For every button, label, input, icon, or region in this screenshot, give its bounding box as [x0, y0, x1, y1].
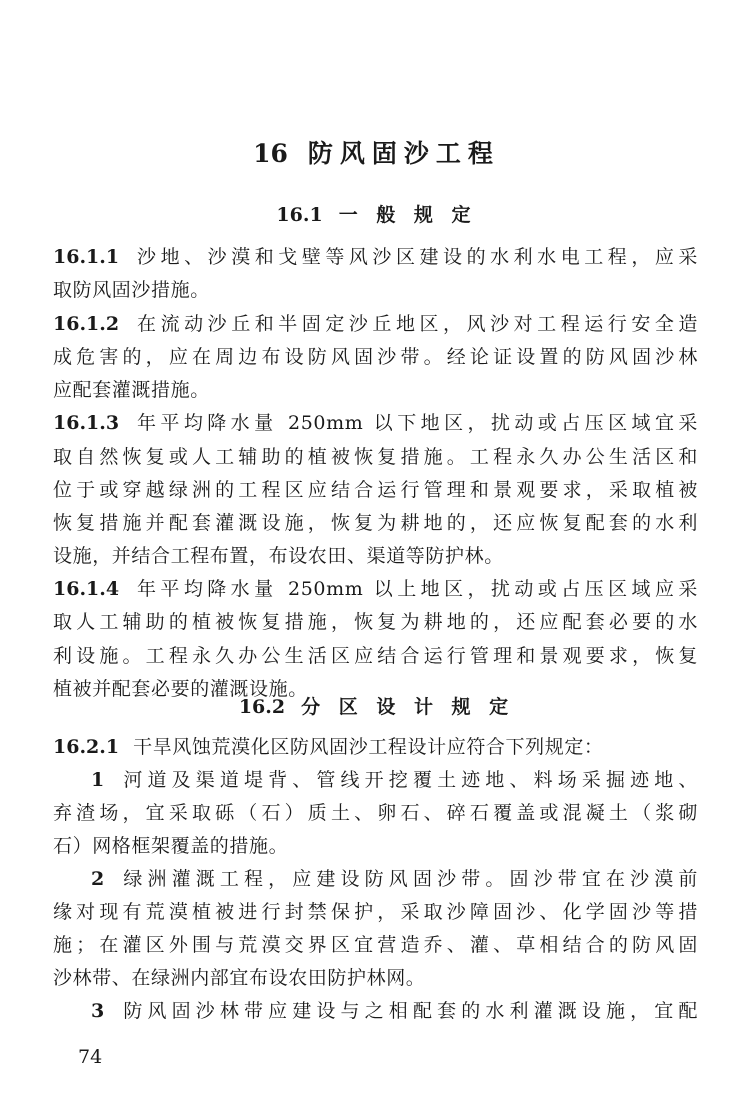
item-2-line-2: 缘对现有荒漠植被进行封禁保护，采取沙障固沙、化学固沙等措 [53, 901, 698, 923]
clause-16-1-2-line-3: 应配套灌溉措施。 [53, 379, 210, 401]
section-title-16-2 [0, 692, 753, 719]
clause-16-1-3-line-4: 恢复措施并配套灌溉设施，恢复为耕地的，还应恢复配套的水利 [53, 512, 698, 534]
item-text: 河道及渠道堤背、管线开挖覆土迹地、料场采掘迹地、 [118, 769, 698, 791]
clause-text: 干旱风蚀荒漠化区防风固沙工程设计应符合下列规定： [133, 736, 604, 758]
item-number: 3 [91, 1000, 105, 1022]
clause-text: 年平均降水量 250mm 以下地区，扰动或占压区域宜采 [133, 412, 698, 434]
clause-16-1-2-line-2: 成危害的，应在周边布设防风固沙带。经论证设置的防风固沙林 [53, 346, 698, 368]
chapter-number: 16 [253, 139, 288, 168]
clause-16-1-1-line-1 [53, 245, 698, 269]
clause-16-1-3-line-3: 位于或穿越绿洲的工程区应结合运行管理和景观要求，采取植被 [53, 479, 698, 501]
clause-16-1-4-line-1 [53, 577, 698, 601]
item-2-line-3: 施；在灌区外围与荒漠交界区宜营造乔、灌、草相结合的防风固 [53, 934, 698, 956]
clause-16-1-4-line-4: 植被并配套必要的灌溉设施。 [53, 678, 308, 700]
clause-number: 16.1.3 [53, 412, 120, 434]
section-title-text: 一 般 规 定 [338, 204, 477, 226]
item-3-line-1 [53, 999, 698, 1023]
item-text: 防风固沙林带应建设与之相配套的水利灌溉设施，宜配 [118, 1000, 698, 1022]
chapter-title-text: 防风固沙工程 [307, 139, 500, 168]
item-1-line-3: 石）网格框架覆盖的措施。 [53, 835, 289, 857]
section-title-16-1 [0, 200, 753, 227]
item-1-line-1 [53, 768, 698, 792]
section-number: 16.1 [276, 204, 323, 226]
page-number: 74 [78, 1046, 103, 1068]
item-number: 1 [91, 769, 105, 791]
clause-16-1-3-line-1 [53, 411, 698, 435]
clause-16-1-3-line-5: 设施，并结合工程布置，布设农田、渠道等防护林。 [53, 545, 504, 567]
clause-number: 16.1.4 [53, 578, 120, 600]
clause-16-2-1-line-1 [53, 735, 698, 759]
clause-16-1-4-line-2: 取人工辅助的植被恢复措施，恢复为耕地的，还应配套必要的水 [53, 611, 698, 633]
clause-16-1-1-line-2: 取防风固沙措施。 [53, 279, 210, 301]
clause-16-1-3-line-2: 取自然恢复或人工辅助的植被恢复措施。工程永久办公生活区和 [53, 446, 698, 468]
clause-number: 16.2.1 [53, 736, 120, 758]
clause-text: 年平均降水量 250mm 以上地区，扰动或占压区域应采 [133, 578, 698, 600]
item-2-line-4: 沙林带、在绿洲内部宜布设农田防护林网。 [53, 967, 426, 989]
clause-text: 沙地、沙漠和戈壁等风沙区建设的水利水电工程，应采 [133, 246, 698, 268]
clause-text: 在流动沙丘和半固定沙丘地区，风沙对工程运行安全造 [133, 313, 698, 335]
clause-number: 16.1.1 [53, 246, 120, 268]
clause-16-1-4-line-3: 利设施。工程永久办公生活区应结合运行管理和景观要求，恢复 [53, 645, 698, 667]
item-text: 绿洲灌溉工程，应建设防风固沙带。固沙带宜在沙漠前 [118, 868, 698, 890]
chapter-title [0, 134, 753, 170]
clause-16-1-2-line-1 [53, 312, 698, 336]
item-1-line-2: 弃渣场，宜采取砾（石）质土、卵石、碎石覆盖或混凝土（浆砌 [53, 802, 698, 824]
section-number: 16.2 [238, 696, 286, 718]
item-2-line-1 [53, 867, 698, 891]
item-number: 2 [91, 868, 105, 890]
clause-number: 16.1.2 [53, 313, 120, 335]
section-title-text: 分 区 设 计 规 定 [301, 696, 515, 718]
